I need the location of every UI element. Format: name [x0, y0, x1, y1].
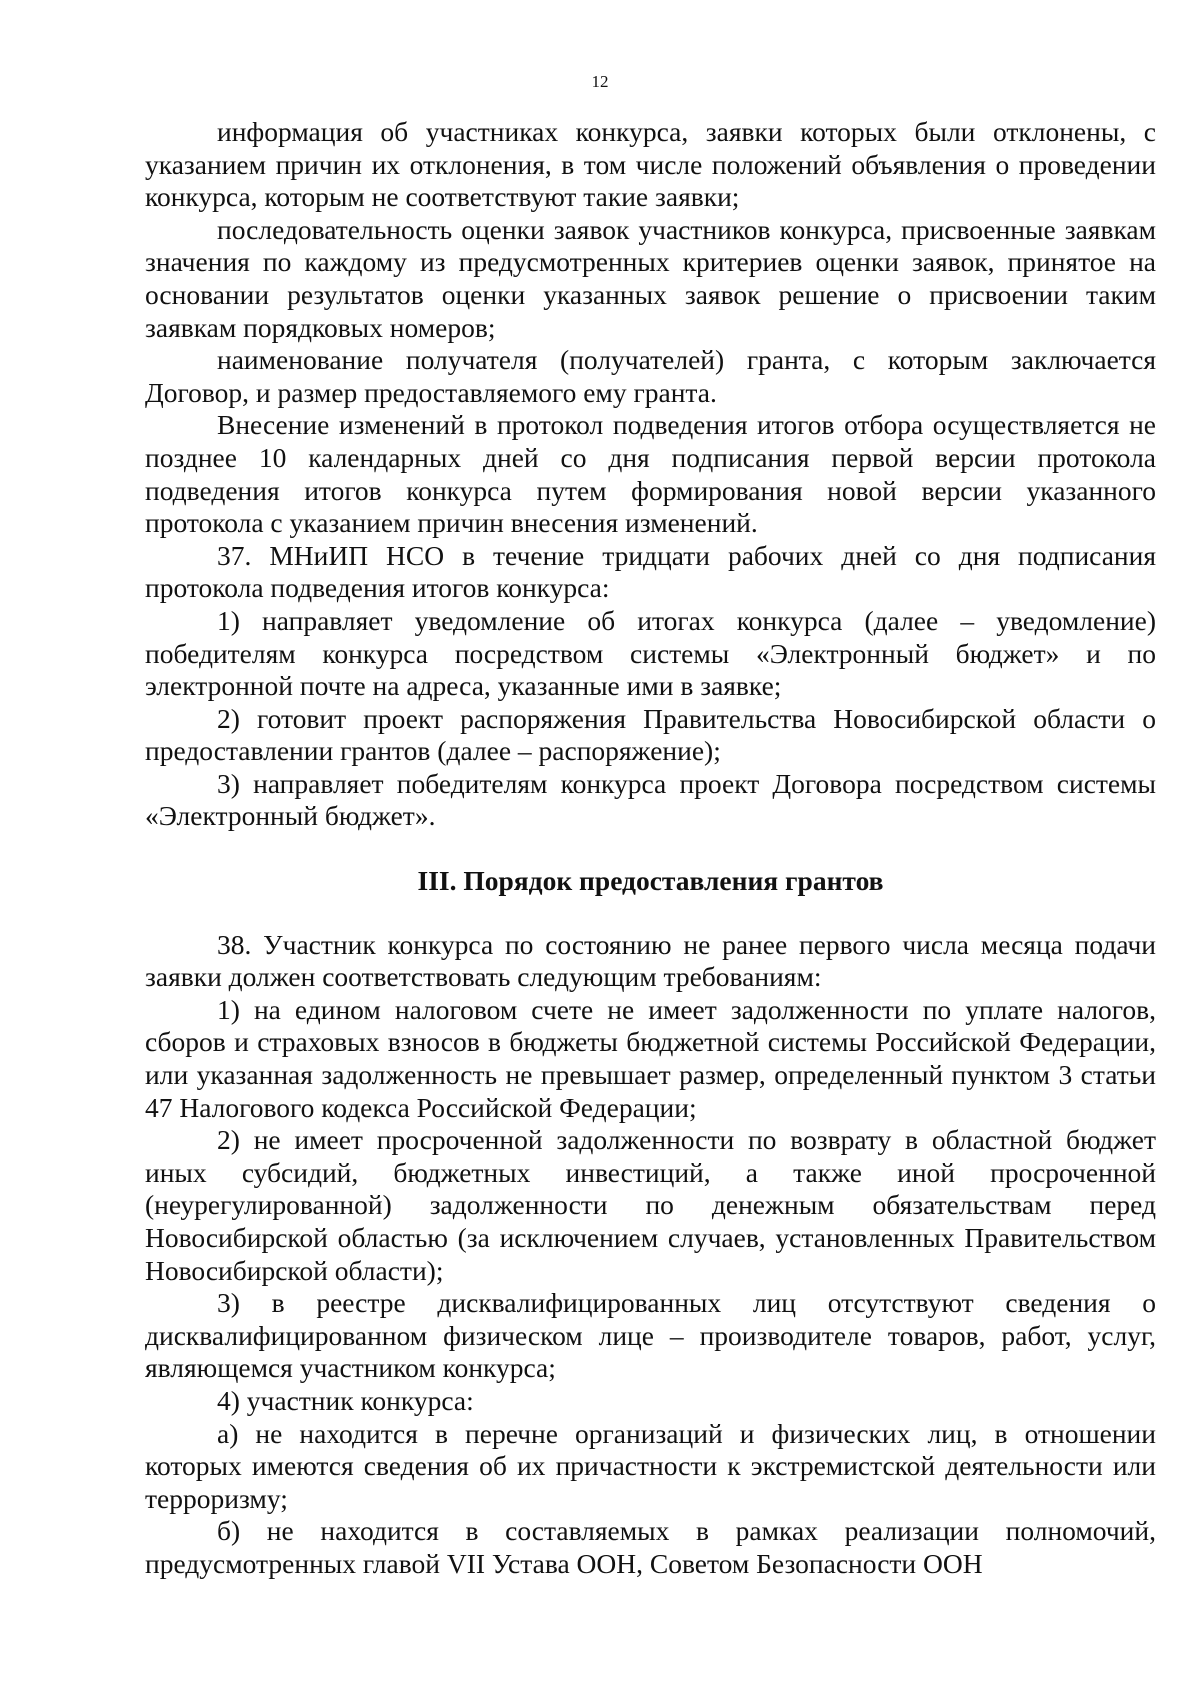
paragraph: 2) готовит проект распоряжения Правительства Новосибирской области о предоставлении грантов (далее – распоряжение);: [145, 702, 1156, 767]
paragraph: 38. Участник конкурса по состоянию не ранее первого числа месяца подачи заявки должен соответствовать следующим требованиям:: [145, 928, 1156, 993]
page-number: 12: [591, 72, 609, 91]
paragraph: последовательность оценки заявок участников конкурса, присвоенные заявкам значения по каждому из предусмотренных критериев оценки заявок, принятое на основании результатов оценки указанных заявок решение о присвоении таким заявкам порядковых номеров;: [145, 213, 1156, 343]
section-heading: III. Порядок предоставления грантов: [417, 865, 884, 897]
paragraph: Внесение изменений в протокол подведения итогов отбора осуществляется не позднее 10 календарных дней со дня подписания первой версии протокола подведения итогов конкурса путем формирования новой версии указанного протокола с указанием причин внесения изменений.: [145, 409, 1156, 539]
paragraph: 1) направляет уведомление об итогах конкурса (далее – уведомление) победителям конкурса посредством системы «Электронный бюджет» и по электронной почте на адреса, указанные ими в заявке;: [145, 604, 1156, 702]
paragraph: 3) в реестре дисквалифицированных лиц отсутствуют сведения о дисквалифицированном физическом лице – производителе товаров, работ, услуг, являющемся участником конкурса;: [145, 1287, 1156, 1384]
paragraph: б) не находится в составляемых в рамках реализации полномочий, предусмотренных главой VII Устава ООН, Советом Безопасности ООН: [145, 1515, 1156, 1579]
paragraph: 4) участник конкурса:: [217, 1384, 474, 1416]
document-body: [145, 116, 1156, 1581]
paragraph: 1) на едином налоговом счете не имеет задолженности по уплате налогов, сборов и страховых взносов в бюджеты бюджетной системы Российской Федерации, или указанная задолженность не превышает размер, определенный пунктом 3 статьи 47 Налогового кодекса Российской Федерации;: [145, 993, 1156, 1123]
paragraph: информация об участниках конкурса, заявки которых были отклонены, с указанием причин их отклонения, в том числе положений объявления о проведении конкурса, которым не соответствуют такие заявки;: [145, 116, 1156, 213]
paragraph: 3) направляет победителям конкурса проект Договора посредством системы «Электронный бюджет».: [145, 767, 1156, 832]
paragraph: а) не находится в перечне организаций и физических лиц, в отношении которых имеются сведения об их причастности к экстремистской деятельности или терроризму;: [145, 1417, 1156, 1514]
paragraph: 37. МНиИП НСО в течение тридцати рабочих дней со дня подписания протокола подведения итогов конкурса:: [145, 539, 1156, 604]
paragraph: наименование получателя (получателей) гранта, с которым заключается Договор, и размер предоставляемого ему гранта.: [145, 344, 1156, 408]
paragraph: 2) не имеет просроченной задолженности по возврату в областной бюджет иных субсидий, бюджетных инвестиций, а также иной просроченной (неурегулированной) задолженности по денежным обязательствам перед Новосибирской областью (за исключением случаев, установленных Правительством Новосибирской области);: [145, 1124, 1156, 1286]
